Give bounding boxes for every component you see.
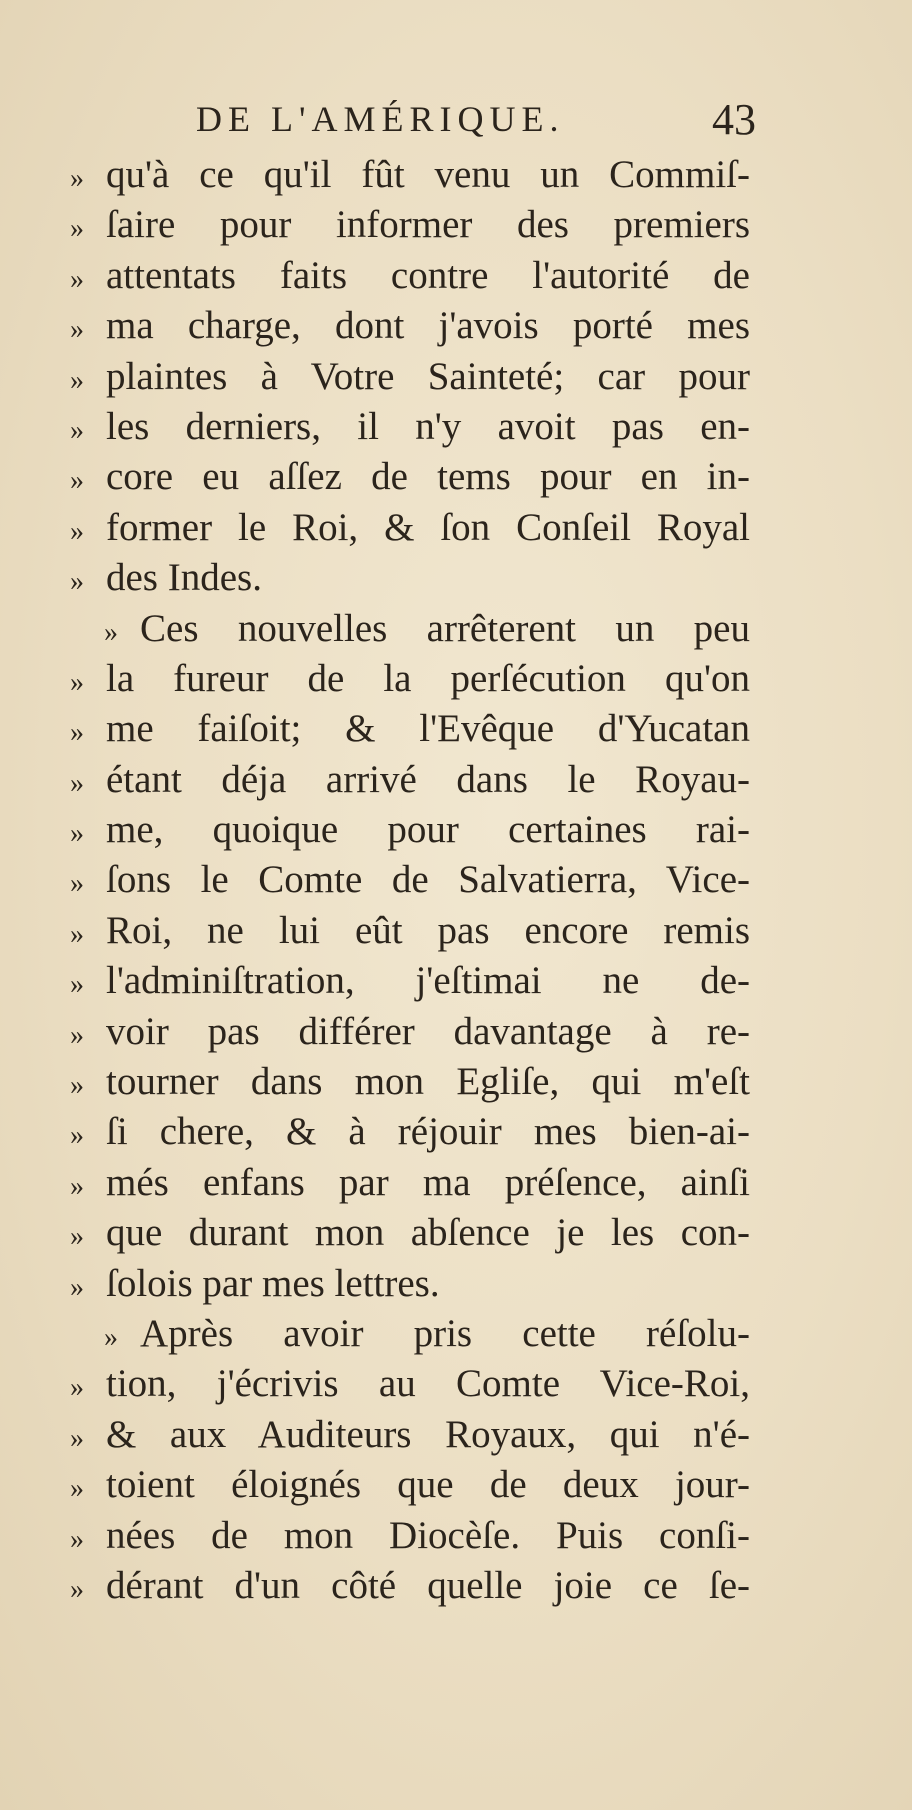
- page-header: [196, 95, 756, 148]
- quote-mark: »: [70, 465, 84, 497]
- text-line: [70, 956, 750, 1006]
- line-text: dérant d'un côté quelle joie ce ſe-: [106, 1563, 750, 1607]
- line-text: més enfans par ma préſence, ainſi: [106, 1160, 750, 1204]
- quote-mark: »: [70, 566, 84, 598]
- quote-mark: »: [104, 1321, 118, 1353]
- quote-mark: »: [104, 616, 118, 648]
- text-line: [70, 553, 750, 603]
- quote-mark: »: [70, 868, 84, 900]
- line-text: ſi chere, & à réjouir mes bien-ai-: [106, 1110, 750, 1154]
- text-line: [70, 805, 750, 855]
- quote-mark: »: [70, 1070, 84, 1102]
- text-line: [70, 503, 750, 553]
- quote-mark: »: [70, 666, 84, 698]
- text-line: [70, 1561, 750, 1611]
- text-line: [70, 1511, 750, 1561]
- quote-mark: »: [70, 1573, 84, 1605]
- text-line: [70, 604, 750, 654]
- page-number: 43: [712, 95, 756, 144]
- quote-mark: »: [70, 1473, 84, 1505]
- text-line: [70, 251, 750, 301]
- quote-mark: »: [70, 314, 84, 346]
- line-text: & aux Auditeurs Royaux, qui n'é-: [106, 1412, 750, 1456]
- quote-mark: »: [70, 364, 84, 396]
- line-text: former le Roi, & ſon Conſeil Royal: [106, 505, 750, 549]
- quote-mark: »: [70, 414, 84, 446]
- line-text: me, quoique pour certaines rai-: [106, 808, 750, 852]
- quote-mark: »: [70, 1019, 84, 1051]
- text-line: [70, 654, 750, 704]
- quote-mark: »: [70, 1170, 84, 1202]
- quote-mark: »: [70, 263, 84, 295]
- text-line: [70, 1208, 750, 1258]
- line-text: ma charge, dont j'avois porté mes: [106, 304, 750, 348]
- line-text: l'adminiſtration, j'eſtimai ne de-: [106, 959, 750, 1003]
- line-text: nées de mon Diocèſe. Puis conſi-: [106, 1513, 750, 1557]
- quote-mark: »: [70, 918, 84, 950]
- line-text: les derniers, il n'y avoit pas en-: [106, 404, 750, 448]
- text-line: [70, 301, 750, 351]
- line-text: toient éloignés que de deux jour-: [106, 1463, 750, 1507]
- quote-mark: »: [70, 1221, 84, 1253]
- text-line: [70, 352, 750, 402]
- text-line: [70, 1259, 750, 1309]
- line-text: ſons le Comte de Salvatierra, Vice-: [106, 858, 750, 902]
- text-line: [70, 150, 750, 200]
- line-text: ſolois par mes lettres.: [106, 1261, 440, 1305]
- text-line: [70, 1107, 750, 1157]
- text-line: [70, 452, 750, 502]
- quote-mark: »: [70, 1271, 84, 1303]
- quote-mark: »: [70, 969, 84, 1001]
- text-line: [70, 1158, 750, 1208]
- quote-mark: »: [70, 818, 84, 850]
- text-line: [70, 200, 750, 250]
- quote-mark: »: [70, 717, 84, 749]
- quote-mark: »: [70, 163, 84, 194]
- text-line: [70, 1359, 750, 1409]
- line-text: étant déja arrivé dans le Royau-: [106, 757, 750, 801]
- quote-mark: »: [70, 1372, 84, 1404]
- line-text: attentats faits contre l'autorité de: [106, 253, 750, 297]
- text-line: [70, 704, 750, 754]
- line-text: ſaire pour informer des premiers: [106, 203, 750, 247]
- running-head: DE L'AMÉRIQUE.: [196, 99, 565, 139]
- text-line: [70, 1309, 750, 1359]
- quote-mark: »: [70, 1120, 84, 1152]
- quote-mark: »: [70, 515, 84, 547]
- text-line: [70, 1410, 750, 1460]
- line-text: la fureur de la perſécution qu'on: [106, 656, 750, 700]
- line-text: core eu aſſez de tems pour en in-: [106, 455, 750, 499]
- line-text: tion, j'écrivis au Comte Vice-Roi,: [106, 1362, 750, 1406]
- line-text: tourner dans mon Egliſe, qui m'eſt: [106, 1060, 750, 1104]
- line-text: Ces nouvelles arrêterent un peu: [140, 606, 750, 650]
- line-text: Roi, ne lui eût pas encore remis: [106, 908, 750, 952]
- quote-mark: »: [70, 1422, 84, 1454]
- line-text: plaintes à Votre Sainteté; car pour: [106, 354, 750, 398]
- quote-mark: »: [70, 213, 84, 245]
- text-line: [70, 1007, 750, 1057]
- quote-mark: »: [70, 1523, 84, 1555]
- line-text: qu'à ce qu'il fût venu un Commiſ-: [106, 153, 750, 196]
- line-text: des Indes.: [106, 556, 262, 600]
- text-line: [70, 1057, 750, 1107]
- body-text: [70, 150, 750, 1611]
- line-text: Après avoir pris cette réſolu-: [140, 1311, 750, 1355]
- text-line: [70, 755, 750, 805]
- text-line: [70, 855, 750, 905]
- line-text: me faiſoit; & l'Evêque d'Yucatan: [106, 707, 750, 751]
- line-text: voir pas différer davantage à re-: [106, 1009, 750, 1053]
- text-line: [70, 906, 750, 956]
- text-line: [70, 1460, 750, 1510]
- text-line: [70, 402, 750, 452]
- quote-mark: »: [70, 767, 84, 799]
- line-text: que durant mon abſence je les con-: [106, 1211, 750, 1255]
